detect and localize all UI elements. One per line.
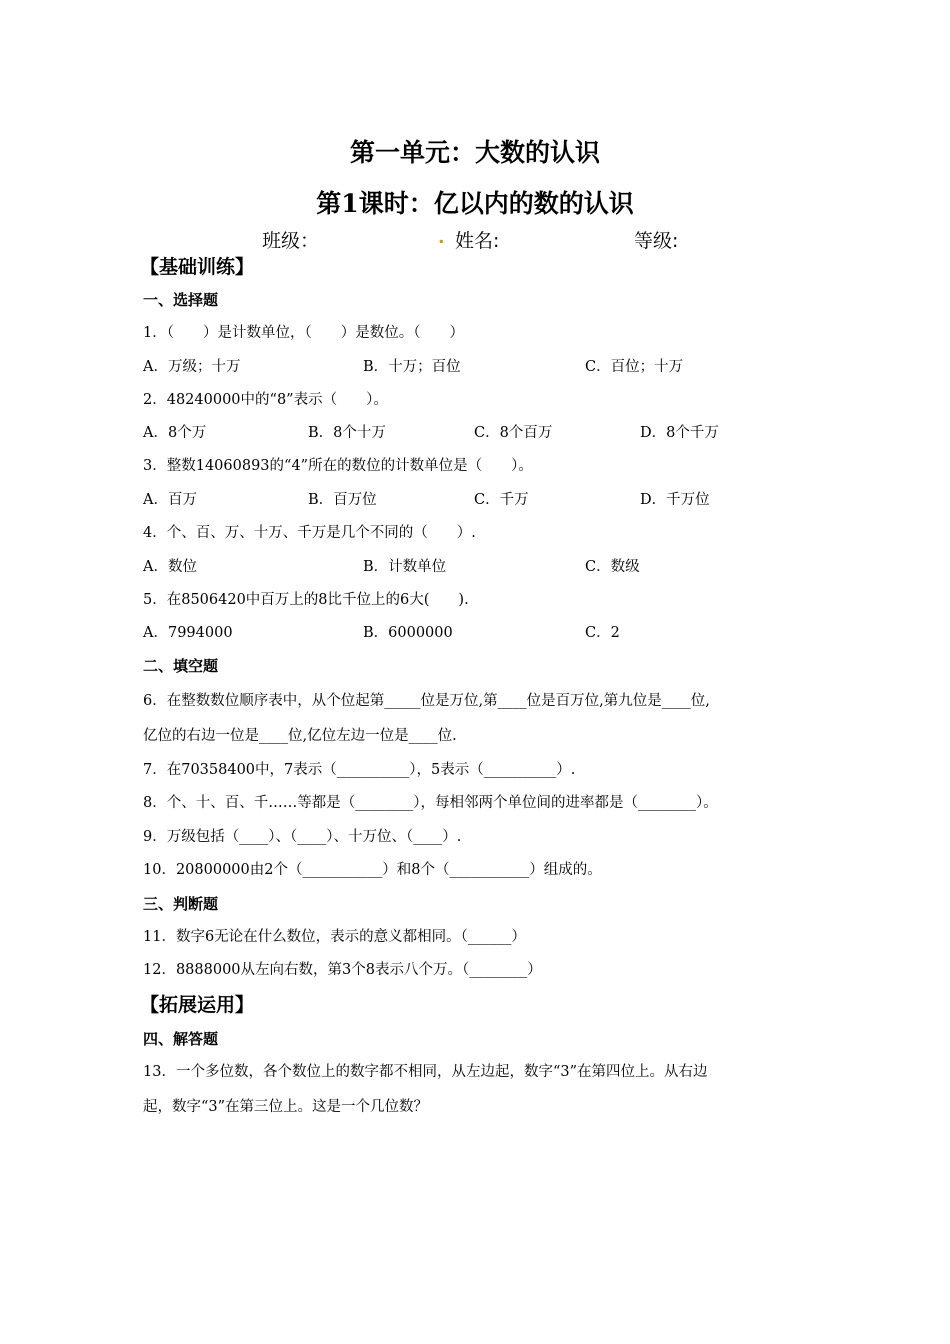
question-10: 10．20800000由2个（___________）和8个（___________）组成的。 (143, 862, 602, 878)
separator-dot: . (438, 226, 445, 248)
q3-option-b: B．百万位 (308, 492, 377, 508)
question-6-line-2: 亿位的右边一位是____位,亿位左边一位是____位. (143, 728, 457, 744)
q3-option-a: A．百万 (143, 492, 197, 508)
question-5: 5．在8506420中百万上的8比千位上的6大( ). (143, 592, 469, 608)
q1-option-b: B．十万；百位 (363, 359, 461, 375)
question-2: 2．48240000中的“8”表示（ ）。 (143, 392, 388, 408)
question-13-line-1: 13．一个多位数，各个数位上的数字都不相同，从左边起，数字“3”在第四位上。从右边 (143, 1064, 708, 1080)
question-4: 4．个、百、万、十万、千万是几个不同的（ ）. (143, 525, 476, 541)
question-11: 11．数字6无论在什么数位，表示的意义都相同。（______） (143, 929, 526, 945)
q2-option-a: A．8个万 (143, 425, 207, 441)
q2-option-c: C．8个百万 (474, 425, 553, 441)
question-8: 8．个、十、百、千……等都是（________），每相邻两个单位间的进率都是（________）。 (143, 795, 718, 811)
lesson-title: 第1课时：亿以内的数的认识 (316, 189, 634, 218)
question-3: 3．整数14060893的“4”所在的数位的计数单位是（ ）。 (143, 458, 533, 474)
question-13-line-2: 起，数字“3”在第三位上。这是一个几位数？ (143, 1099, 429, 1115)
q1-option-a: A．万级；十万 (143, 359, 241, 375)
q5-option-a: A．7994000 (143, 625, 233, 641)
part-fill: 二、填空题 (143, 657, 219, 675)
q5-option-b: B．6000000 (363, 625, 453, 641)
q2-option-d: D．8个千万 (640, 425, 719, 441)
part-judge: 三、判断题 (143, 895, 219, 913)
unit-title: 第一单元：大数的认识 (349, 138, 600, 167)
class-label: 班级： (262, 230, 320, 252)
part-choice: 一、选择题 (143, 291, 219, 309)
section-extend: 【拓展运用】 (140, 994, 255, 1016)
question-6-line-1: 6．在整数数位顺序表中，从个位起第_____位是万位,第____位是百万位,第九位是____位, (143, 693, 710, 709)
q4-option-b: B．计数单位 (363, 559, 447, 575)
q4-option-c: C．数级 (585, 559, 640, 575)
part-answer: 四、解答题 (143, 1030, 219, 1048)
question-1: 1．（ ）是计数单位，（ ）是数位。（ ） (143, 325, 464, 341)
q1-option-c: C．百位；十万 (585, 359, 684, 375)
question-7: 7．在70358400中，7表示（__________），5表示（__________）. (143, 762, 576, 778)
q2-option-b: B．8个十万 (308, 425, 386, 441)
q3-option-c: C．千万 (474, 492, 529, 508)
q5-option-c: C．2 (585, 625, 620, 641)
grade-label: 等级: (634, 230, 679, 252)
question-12: 12．8888000从左向右数，第3个8表示八个万。（________） (143, 962, 542, 978)
section-basic-training: 【基础训练】 (140, 256, 255, 278)
q3-option-d: D．千万位 (640, 492, 710, 508)
q4-option-a: A．数位 (143, 559, 197, 575)
question-9: 9．万级包括（____）、（____）、十万位、（____）. (143, 829, 462, 845)
name-label: 姓名: (455, 230, 500, 252)
